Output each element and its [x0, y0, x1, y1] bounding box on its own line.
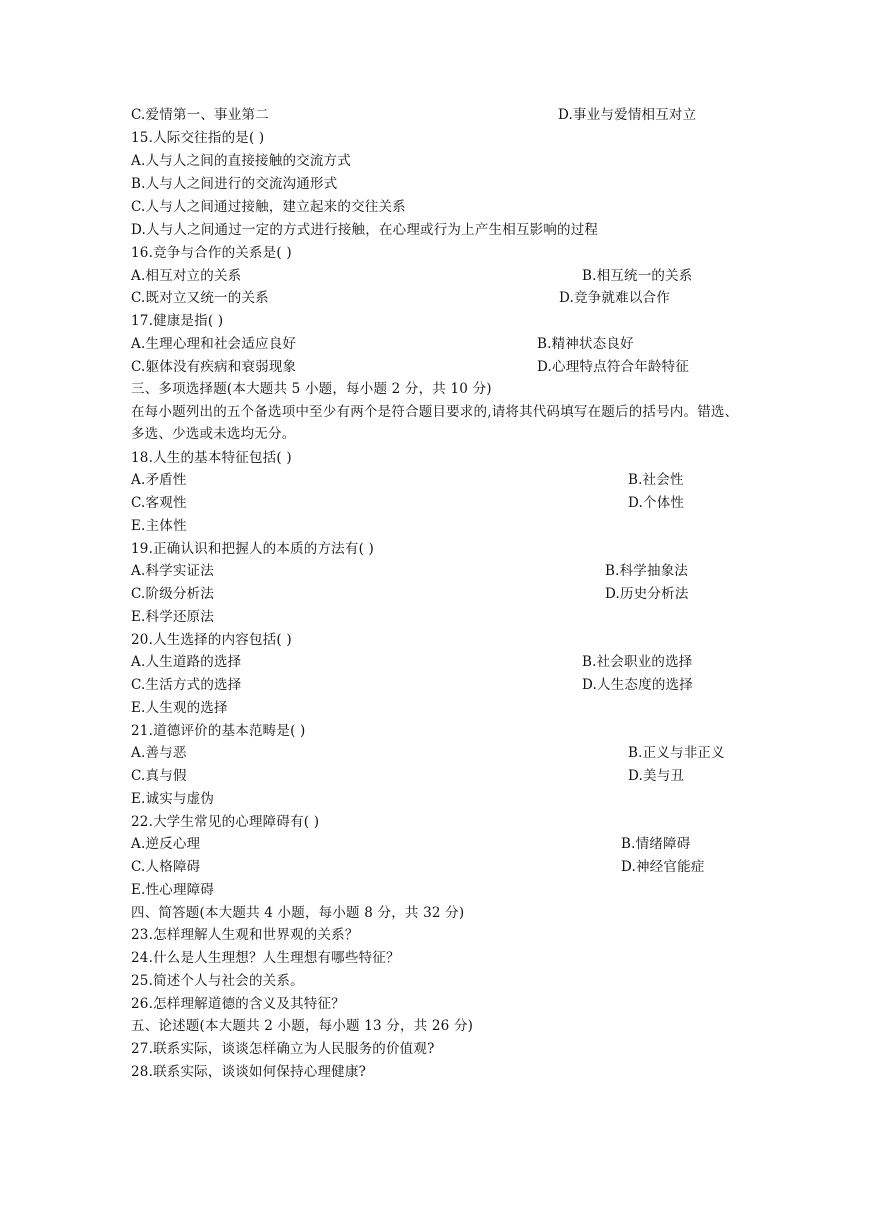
q17-option-c: C.躯体没有疾病和衰弱现象 — [131, 359, 297, 375]
q19-option-b: B.科学抽象法 — [605, 563, 689, 579]
q21-option-d: D.美与丑 — [628, 768, 685, 784]
q20-option-a: A.人生道路的选择 — [131, 654, 242, 670]
q21-option-e: E.诚实与虚伪 — [131, 791, 215, 807]
q16-option-c: C.既对立又统一的关系 — [131, 290, 269, 306]
q17-option-a: A.生理心理和社会适应良好 — [131, 336, 297, 352]
q19-option-c: C.阶级分析法 — [131, 586, 215, 602]
q25-stem: 25.简述个人与社会的关系。 — [131, 973, 304, 989]
section3-heading: 三、多项选择题(本大题共 5 小题，每小题 2 分，共 10 分) — [131, 381, 492, 397]
q19-option-a: A.科学实证法 — [131, 563, 214, 579]
section3-instruction: 在每小题列出的五个备选项中至少有两个是符合题目要求的,请将其代码填写在题后的括号内。错选、多选、少选或未选均无分。 — [131, 404, 739, 442]
q20-stem: 20.人生选择的内容包括( ) — [131, 632, 292, 648]
q14-option-d: D.事业与爱情相互对立 — [558, 107, 697, 123]
q20-option-b: B.社会职业的选择 — [582, 654, 693, 670]
q17-option-b: B.精神状态良好 — [537, 336, 634, 352]
q22-option-b: B.情绪障碍 — [621, 836, 691, 852]
q18-option-c: C.客观性 — [131, 495, 187, 511]
q27-stem: 27.联系实际，谈谈怎样确立为人民服务的价值观? — [131, 1041, 435, 1057]
q19-option-d: D.历史分析法 — [605, 586, 689, 602]
q16-option-d: D.竞争就难以合作 — [559, 290, 670, 306]
q19-stem: 19.正确认识和把握人的本质的方法有( ) — [131, 541, 374, 557]
q18-option-d: D.个体性 — [628, 495, 685, 511]
q21-stem: 21.道德评价的基本范畴是( ) — [131, 723, 306, 739]
q15-option-b: B.人与人之间进行的交流沟通形式 — [131, 176, 338, 192]
q22-option-c: C.人格障碍 — [131, 859, 201, 875]
q21-option-a: A.善与恶 — [131, 745, 187, 761]
q23-stem: 23.怎样理解人生观和世界观的关系？ — [131, 927, 359, 943]
q22-option-e: E.性心理障碍 — [131, 882, 215, 898]
q20-option-e: E.人生观的选择 — [131, 700, 228, 716]
q17-stem: 17.健康是指( ) — [131, 313, 224, 329]
q19-option-e: E.科学还原法 — [131, 609, 215, 625]
q26-stem: 26.怎样理解道德的含义及其特征？ — [131, 996, 345, 1012]
q18-option-e: E.主体性 — [131, 518, 187, 534]
q18-option-b: B.社会性 — [628, 472, 684, 488]
q16-stem: 16.竞争与合作的关系是( ) — [131, 245, 292, 261]
section4-heading: 四、简答题(本大题共 4 小题，每小题 8 分，共 32 分) — [131, 905, 465, 921]
q20-option-c: C.生活方式的选择 — [131, 677, 242, 693]
q21-option-b: B.正义与非正义 — [628, 745, 725, 761]
q15-option-c: C.人与人之间通过接触，建立起来的交往关系 — [131, 199, 406, 215]
section5-heading: 五、论述题(本大题共 2 小题，每小题 13 分，共 26 分) — [131, 1018, 474, 1034]
q20-option-d: D.人生态度的选择 — [582, 677, 693, 693]
q16-option-a: A.相互对立的关系 — [131, 268, 242, 284]
q14-option-c: C.爱情第一、事业第二 — [131, 107, 269, 123]
q22-option-a: A.逆反心理 — [131, 836, 201, 852]
q15-option-d: D.人与人之间通过一定的方式进行接触，在心理或行为上产生相互影响的过程 — [131, 222, 599, 238]
q15-stem: 15.人际交往指的是( ) — [131, 130, 265, 146]
q22-option-d: D.神经官能症 — [621, 859, 705, 875]
q24-stem: 24.什么是人生理想？人生理想有哪些特征？ — [131, 950, 400, 966]
q16-option-b: B.相互统一的关系 — [582, 268, 693, 284]
q17-option-d: D.心理特点符合年龄特征 — [537, 359, 690, 375]
q28-stem: 28.联系实际，谈谈如何保持心理健康? — [131, 1064, 367, 1080]
q15-option-a: A.人与人之间的直接接触的交流方式 — [131, 153, 351, 169]
q21-option-c: C.真与假 — [131, 768, 187, 784]
q22-stem: 22.大学生常见的心理障碍有( ) — [131, 814, 320, 830]
q18-option-a: A.矛盾性 — [131, 472, 187, 488]
q18-stem: 18.人生的基本特征包括( ) — [131, 450, 292, 466]
